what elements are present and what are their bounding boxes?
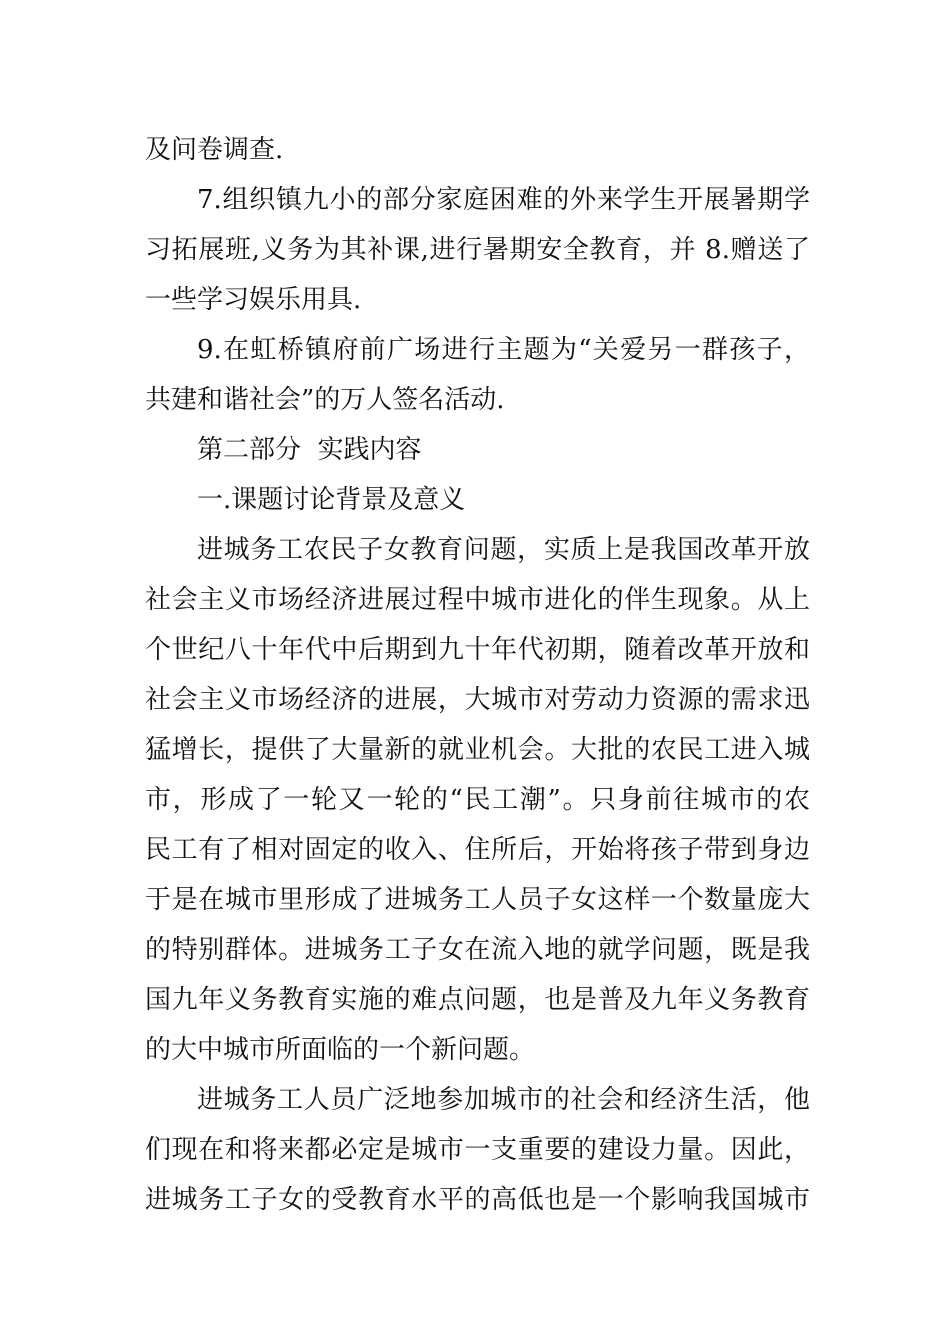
- text-line: 一些学习娱乐用具.: [145, 285, 362, 315]
- text-line: 社会主义市场经济的进展，大城市对劳动力资源的需求迅: [145, 685, 810, 715]
- text-line: 国九年义务教育实施的难点问题，也是普及九年义务教育: [145, 985, 810, 1015]
- text-line: 9.在虹桥镇府前广场进行主题为“关爱另一群孩子，: [197, 335, 810, 365]
- text-line: 个世纪八十年代中后期到九十年代初期，随着改革开放和: [145, 635, 810, 665]
- text-line: 习拓展班,义务为其补课,进行暑期安全教育，并 8.赠送了: [145, 235, 810, 265]
- text-line: 的特别群体。进城务工子女在流入地的就学问题，既是我: [145, 935, 810, 965]
- text-line: 及问卷调查.: [145, 135, 284, 165]
- text-line: 进城务工农民子女教育问题，实质上是我国改革开放: [197, 535, 810, 565]
- text-line: 市，形成了一轮又一轮的“民工潮”。只身前往城市的农: [145, 785, 810, 815]
- text-line: 们现在和将来都必定是城市一支重要的建设力量。因此，: [145, 1135, 810, 1165]
- text-line: 猛增长，提供了大量新的就业机会。大批的农民工进入城: [145, 735, 810, 765]
- text-line: 于是在城市里形成了进城务工人员子女这样一个数量庞大: [145, 885, 810, 915]
- text-line: 社会主义市场经济进展过程中城市进化的伴生现象。从上: [145, 585, 810, 615]
- text-line: 的大中城市所面临的一个新问题。: [145, 1035, 536, 1065]
- text-line: 7.组织镇九小的部分家庭困难的外来学生开展暑期学: [197, 185, 810, 215]
- text-line: 民工有了相对固定的收入、住所后，开始将孩子带到身边: [145, 835, 810, 865]
- text-line: 进城务工人员广泛地参加城市的社会和经济生活，他: [197, 1085, 810, 1115]
- section-heading: 第二部分 实践内容: [197, 435, 422, 465]
- text-line: 共建和谐社会”的万人签名活动.: [145, 385, 505, 415]
- text-line: 进城务工子女的受教育水平的高低也是一个影响我国城市: [145, 1185, 810, 1215]
- subsection-heading: 一.课题讨论背景及意义: [197, 485, 466, 515]
